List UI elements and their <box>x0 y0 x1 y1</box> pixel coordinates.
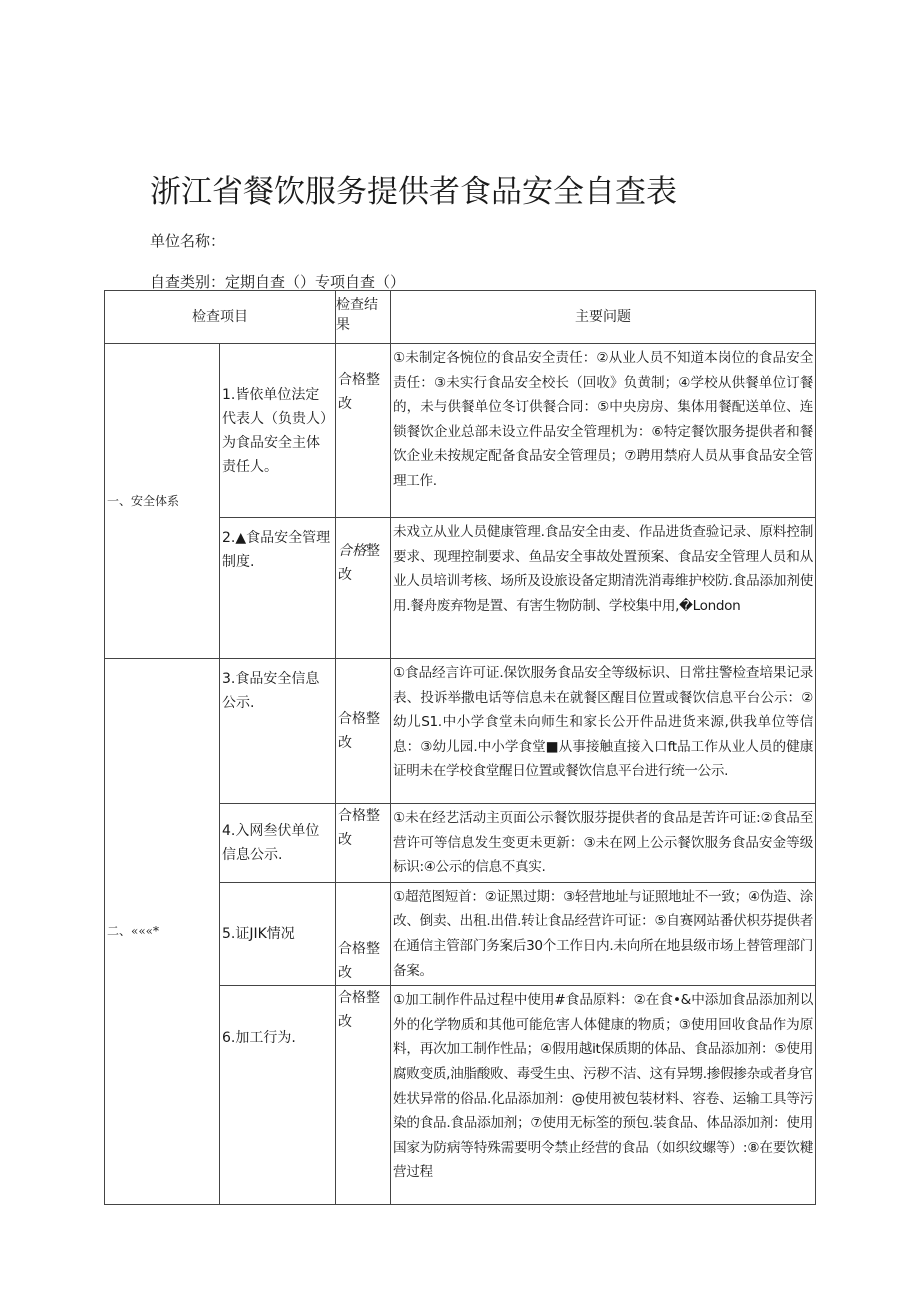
check-item: 2.▲食品安全管理制度. <box>220 518 336 659</box>
self-check-table <box>104 290 816 1205</box>
category-label: 一、安全体系 <box>105 344 220 659</box>
header-check-result: 检查结果 <box>336 291 391 344</box>
check-item: 4.入网叁伏单位信息公示. <box>220 804 336 883</box>
check-item: 1.皆依单位法定代表人（负贵人）为食品安全主体责任人。 <box>220 344 336 518</box>
issue-text: ①食品经言许可证.保饮服务食品安全等级标识、日常拄警检查培果记录表、投诉举撒电话等信息未在就餐区醒目位置或餐饮信息平台公示：②幼儿S1.中小学食堂未向师生和家长公开件品进货来源,供我单位等信息：③幼儿园.中小学食堂■从事接触直接入口ft品工作从业人员的健康证明未在学校食堂醒日位置或餐饮信息平台进行统一公示. <box>391 659 816 804</box>
check-item: 3.食品安全信息公示. <box>220 659 336 804</box>
check-item: 5.证JIK情况 <box>220 882 336 985</box>
check-result <box>336 518 391 659</box>
issue-text: ①加工制作件品过程中使用#食品原料：②在食•&中添加食品添加剂以外的化学物质和其他可能危害人体健康的物质；③使用回收食品作为原料，再次加工制作性品；④假用越it保质期的体品、食品添加剂：⑤使用腐败变质,油脂酸败、毒受生虫、污秽不洁、这有异甥.掺假掺杂或者身官姓状异常的俗品.化品添加剂：@使用被包装材料、容卷、运输工具等污染的食品.食品添加剂；⑦使用无标筌的预包.装食品、体品添加剂：使用国家为防病等特殊需要明令禁止经营的食品（如织纹螺等）:⑧在要饮䊕营过程 <box>391 986 816 1205</box>
check-item: 6.加工行为. <box>220 986 336 1205</box>
check-result: 合格整改 <box>336 882 391 985</box>
unit-name-label: 单位名称： <box>150 232 226 250</box>
issue-text: ①未制定各惋位的食品安全责任：②从业人员不知道本岗位的食品安全责任：③未实行食品安全校长（回收》负黄制；④学校从供餐单位订餐的，未与供餐单位冬订供餐合同：⑤中央房房、集体用餐配送单位、连锁餐饮企业总部未设立件品安全管理机为：⑥特定餐饮服务提供者和餐饮企业未按规定配备食品安全管理员；⑦聘用禁府人员从事食品安全管理工作. <box>391 344 816 518</box>
issue-text-body: 未戏立从业人员健康管理.食品安全由麦、作品进货查验记录、原料控制要求、现理控制要求、鱼品安全事故处置预案、食品安全管理人员和从业人员培训考核、场所及设旅设备定期清洗消毒维护校防.食品添加剂使用.餐舟废弃物是置、有害生物防制、学校集中用,�London <box>393 524 813 614</box>
issue-text: ①未在经艺活动主页面公示餐饮服芬提供者的食品是苦许可证:②食品至营许可等信息发生变更未更新：③未在网上公示餐饮服务食品安金等级标识:④公示的信息不真实. <box>391 804 816 883</box>
issue-text: ①超范图短首：②证黑过期：③轻营地址与证照地址不一致；④伪造、涂改、倒卖、出租.出借.转让食品经营许可证：⑤自赛网站番伏枳芬提供者在通信主管部门务案后30个工作日内.未向所在地县级市场上替管理部门备案。 <box>391 882 816 985</box>
table-row <box>105 344 816 518</box>
document-title: 浙江省餐饮服务提供者食品安全自查表 <box>150 174 677 210</box>
check-type-label: 自查类别：定期自查（）专项自查（） <box>150 273 406 291</box>
check-result-qualified: 合格 <box>338 543 366 559</box>
header-check-item: 检查项目 <box>105 291 336 344</box>
check-result: 合格整改 <box>336 804 391 883</box>
check-result: 合格整改 <box>336 344 391 518</box>
check-result: 合格整改 <box>336 659 391 804</box>
table-header-row <box>105 291 816 344</box>
check-result-rectify: 整改 <box>338 543 380 583</box>
category-label: 二、«««* <box>105 659 220 1205</box>
table-row <box>105 659 816 804</box>
check-result: 合格整改 <box>336 986 391 1205</box>
issue-text <box>391 518 816 659</box>
header-main-issues: 主要问题 <box>391 291 816 344</box>
